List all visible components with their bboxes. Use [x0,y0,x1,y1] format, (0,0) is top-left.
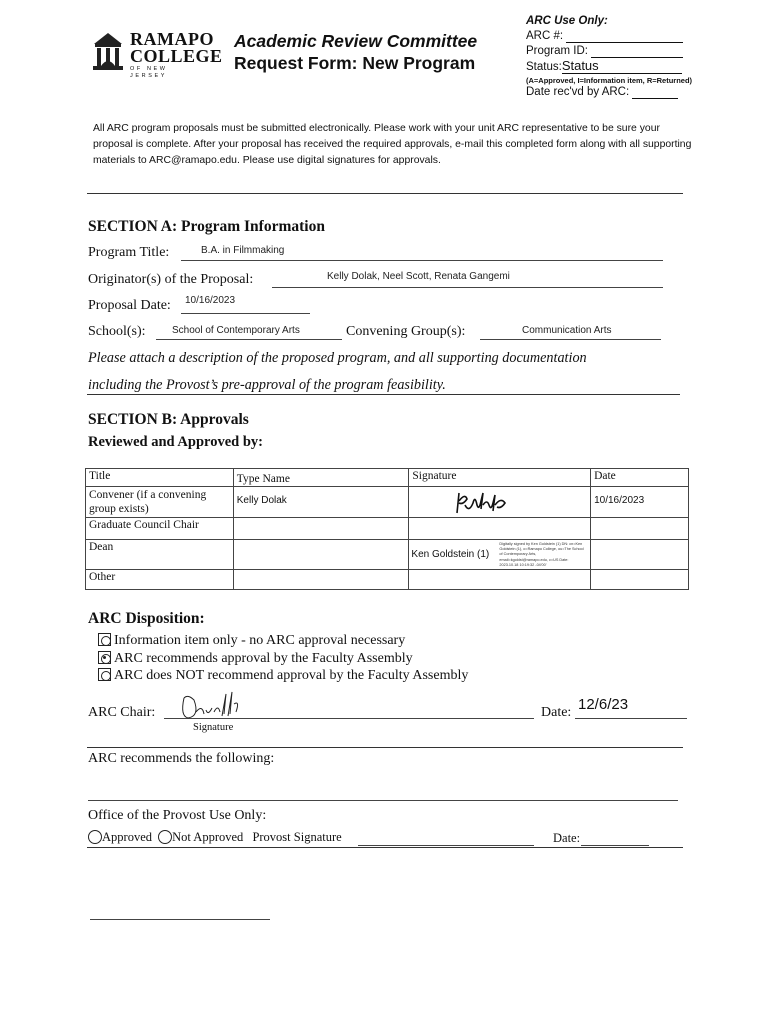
row-name-field[interactable] [233,518,409,540]
program-title-input[interactable]: B.A. in Filmmaking [201,245,285,256]
row-date-field[interactable] [591,518,689,540]
divider [87,394,680,395]
logo-text-college: COLLEGE [130,46,223,66]
status-label: Status: [526,61,562,73]
arc-recommends-label: ARC recommends the following: [88,751,275,766]
arc-use-only-heading: ARC Use Only: [526,15,608,27]
form-title-line2: Request Form: New Program [234,53,476,73]
provost-signature-field[interactable] [358,845,534,846]
approved-radio-icon[interactable] [88,830,102,844]
table-row [86,570,689,590]
program-id-field[interactable] [591,57,683,58]
divider [87,193,683,194]
provost-date-field[interactable] [581,845,649,846]
table-row [86,540,689,570]
approvals-table [85,468,689,590]
row-name-field[interactable] [233,487,409,518]
radio-button-selected-icon[interactable] [98,651,111,664]
row-date-field[interactable] [591,540,689,570]
arc-chair-label: ARC Chair: [88,705,156,720]
provost-signature-label: Provost Signature [252,830,342,844]
disposition-option-not-recommend[interactable] [98,668,468,686]
row-name-value: Kelly Dolak [236,495,287,506]
column-header: Signature [409,469,591,487]
row-name-field[interactable] [233,570,409,590]
table-row [86,518,689,540]
row-signature-field[interactable] [409,570,591,590]
form-title-line1: Academic Review Committee [234,31,478,51]
proposal-date-label: Proposal Date: [88,298,171,313]
originators-underline [272,287,663,288]
section-a-title: SECTION A: Program Information [88,218,325,235]
digital-signature-details: Digitally signed by Ken Goldstein (1) DN: cn=Ken Goldstein (1), o=Ramapo College, ou=The School of Contemporary Arts, email=kgoldst@ramapo.edu, c=US Date: 2023.10.18 10:19:32 -04'00' [499,542,584,567]
row-title: Dean [86,540,234,570]
convening-group-underline [480,339,661,340]
column-header: Title [86,469,234,487]
dean-signature-name: Ken Goldstein (1) [411,549,490,560]
divider [87,847,683,848]
intro-instructions: All ARC program proposals must be submitted electronically. Please work with your unit ARC representative to be sure your proposal is complete. After your proposal has received the required approvals, e-mail this completed form along with all supporting materials to ARC@ramapo.edu. Please use digital signatures for approvals. [93,123,692,166]
proposal-date-input[interactable]: 10/16/2023 [185,295,236,306]
arc-number-field[interactable] [566,42,683,43]
arc-use-only-box [526,14,706,100]
attach-note-line1: Please attach a description of the proposed program, and all supporting documentation [88,350,587,366]
arc-number-label: ARC #: [526,30,564,42]
program-title-underline [181,260,663,261]
signature-caption: Signature [193,722,234,733]
row-signature-field[interactable] [409,487,591,518]
column-header: Date [591,469,689,487]
handwritten-signature [451,489,511,517]
disposition-option-info-item[interactable] [98,633,405,651]
row-signature-field[interactable] [409,540,591,570]
divider [87,747,683,748]
arc-date-label: Date: [541,705,572,720]
row-date-value: 10/16/2023 [594,495,645,506]
status-field[interactable]: Status [562,59,682,74]
provost-row [88,830,342,845]
proposal-date-underline [181,313,310,314]
approved-label: Approved [102,830,152,844]
row-name-field[interactable] [233,540,409,570]
row-date-field[interactable] [591,487,689,518]
provost-title: Office of the Provost Use Only: [88,808,267,823]
logo-text-nj: OF NEW JERSEY [130,66,168,79]
radio-button-icon[interactable] [98,668,111,681]
row-title: Convener (if a convening group exists) [86,487,234,518]
row-title: Other [86,570,234,590]
column-header: Type Name [233,469,409,487]
arc-date-input[interactable]: 12/6/23 [578,696,629,713]
date-received-field[interactable] [632,98,678,99]
table-header-row [86,469,689,487]
program-title-label: Program Title: [88,245,170,260]
row-signature-field[interactable] [409,518,591,540]
footer-line [90,919,270,920]
disposition-option-recommend[interactable] [98,651,413,669]
ramapo-logo [92,29,223,79]
arc-chair-signature[interactable] [178,690,244,722]
row-title: Graduate Council Chair [86,518,234,540]
school-input[interactable]: School of Contemporary Arts [172,325,300,336]
section-b-title: SECTION B: Approvals [88,411,249,428]
date-received-label: Date rec'vd by ARC: [526,86,630,98]
school-label: School(s): [88,324,146,339]
convening-group-label: Convening Group(s): [346,324,466,339]
arc-date-underline [575,718,687,719]
arc-disposition-title: ARC Disposition: [88,610,205,627]
status-legend: (A=Approved, I=Information item, R=Returned) [526,76,693,85]
not-approved-label: Not Approved [172,830,244,844]
convening-group-input[interactable]: Communication Arts [522,325,612,336]
originators-label: Originator(s) of the Proposal: [88,272,254,287]
not-approved-radio-icon[interactable] [158,830,172,844]
program-id-label: Program ID: [526,45,588,57]
originators-input[interactable]: Kelly Dolak, Neel Scott, Renata Gangemi [327,271,510,282]
school-underline [156,339,342,340]
disposition-option-label: ARC recommends approval by the Faculty Assembly [114,651,413,666]
building-icon [92,32,124,72]
provost-date-label: Date: [553,831,581,845]
arc-recommends-field[interactable] [88,800,678,801]
logo-text-ramapo: RAMAPO [130,29,214,49]
disposition-option-label: Information item only - no ARC approval necessary [114,633,406,648]
table-row [86,487,689,518]
attach-note-line2: including the Provost’s pre-approval of the program feasibility. [88,377,446,393]
section-b-subtitle: Reviewed and Approved by: [88,434,263,450]
radio-button-icon[interactable] [98,633,111,646]
row-date-field[interactable] [591,570,689,590]
disposition-option-label: ARC does NOT recommend approval by the Faculty Assembly [114,668,469,683]
